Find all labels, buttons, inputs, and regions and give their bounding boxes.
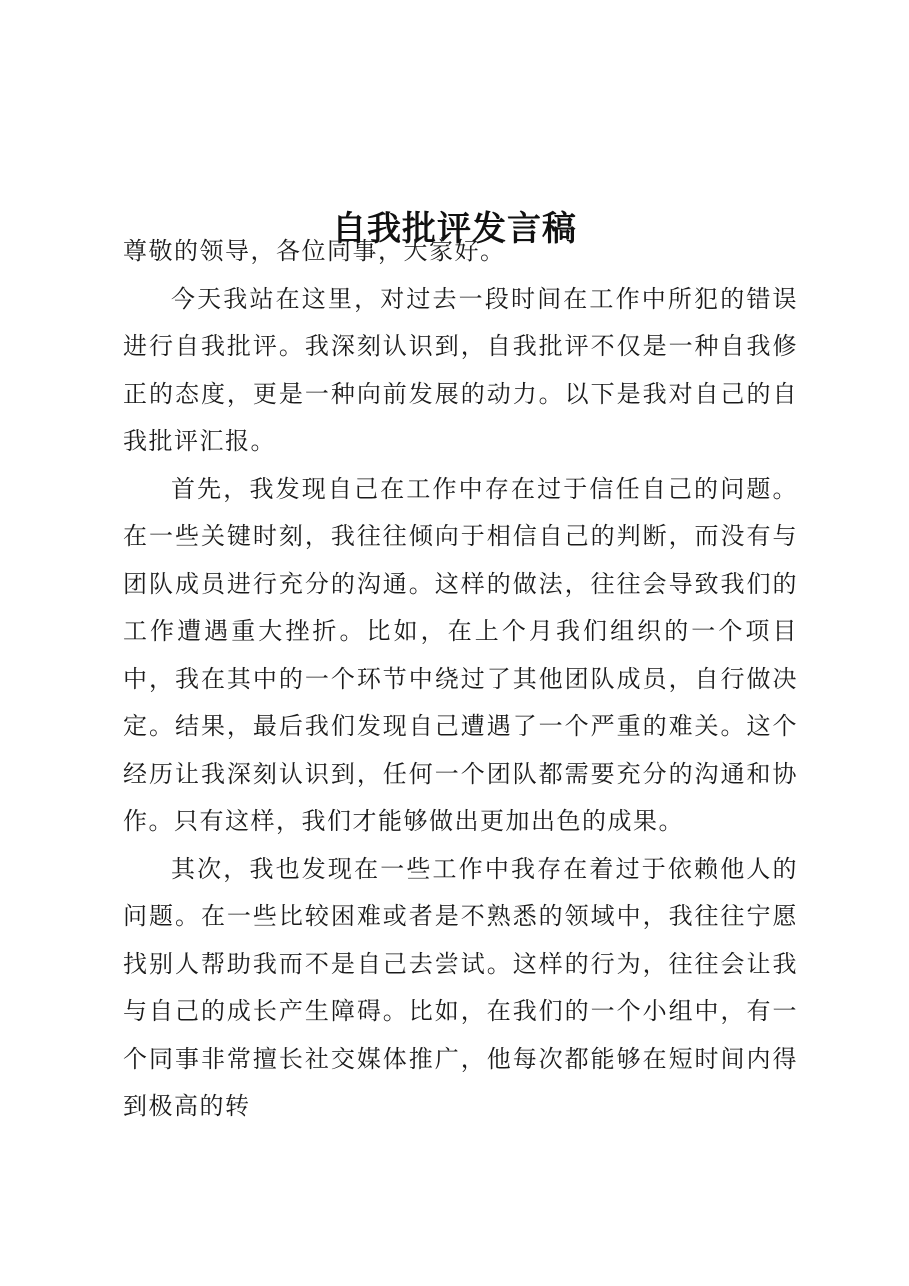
paragraph-3: 其次，我也发现在一些工作中我存在着过于依赖他人的问题。在一些比较困难或者是不熟悉的领域中，我往往宁愿找别人帮助我而不是自己去尝试。这样的行为，往往会让我与自己的成长产生障碍。比如，在我们的一个小组中，有一个同事非常擅长社交媒体推广，他每次都能够在短时间内得到极高的转 xyxy=(123,854,798,1120)
document-body xyxy=(123,228,798,1131)
document-title: 自我批评发言稿 xyxy=(332,208,577,249)
greeting-paragraph: 尊敬的领导，各位同事，大家好。 xyxy=(123,237,506,265)
paragraph-1: 今天我站在这里，对过去一段时间在工作中所犯的错误进行自我批评。我深刻认识到，自我批评不仅是一种自我修正的态度，更是一种向前发展的动力。以下是我对自己的自我批评汇报。 xyxy=(123,284,798,455)
paragraph-2: 首先，我发现自己在工作中存在过于信任自己的问题。在一些关键时刻，我往往倾向于相信自己的判断，而没有与团队成员进行充分的沟通。这样的做法，往往会导致我们的工作遭遇重大挫折。比如，在上个月我们组织的一个项目中，我在其中的一个环节中绕过了其他团队成员，自行做决定。结果，最后我们发现自己遭遇了一个严重的难关。这个经历让我深刻认识到，任何一个团队都需要充分的沟通和协作。只有这样，我们才能够做出更加出色的成果。 xyxy=(123,474,798,835)
